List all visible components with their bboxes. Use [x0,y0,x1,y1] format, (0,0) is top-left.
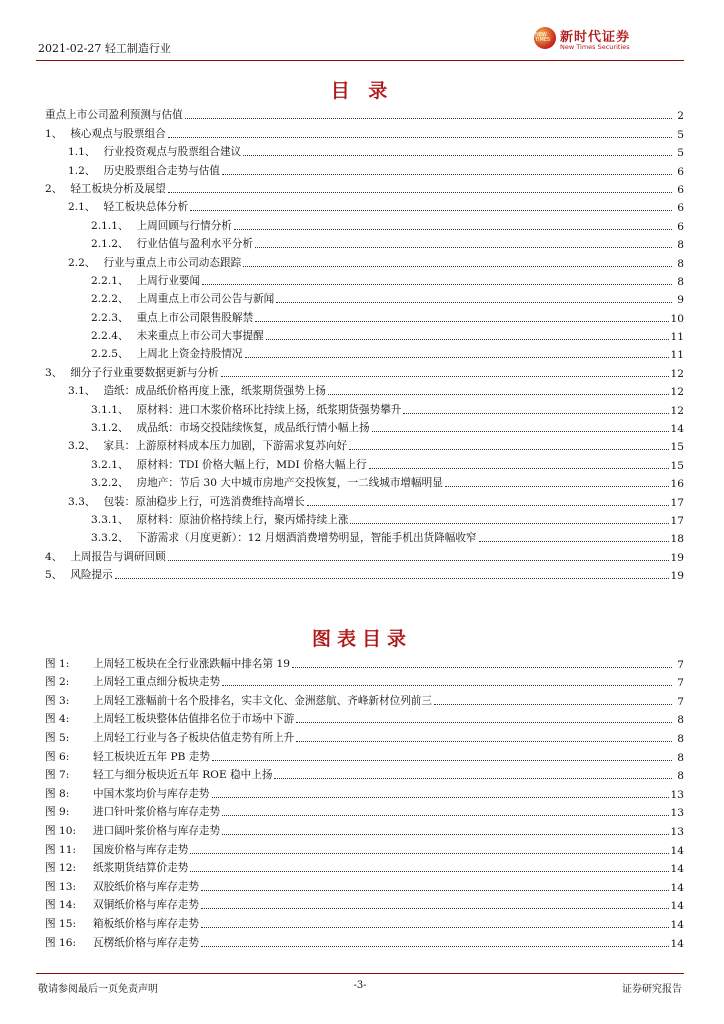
toc-entry[interactable]: 2.1、 轻工板块总体分析 6 [68,201,684,215]
toc-entry[interactable]: 5、 风险提示 19 [45,569,684,583]
toc-entry[interactable]: 3、 细分子行业重要数据更新与分析 12 [45,366,684,380]
footer-report-type: 证券研究报告 [622,984,682,995]
toc-entry[interactable]: 3.2.1、 原材料：TDI 价格大幅上行，MDI 价格大幅上行 15 [91,458,684,472]
table-of-contents [45,104,684,582]
figure-entry[interactable]: 图 3: 上周轻工涨幅前十名个股排名，实丰文化、金洲慈航、齐峰新材位列前三 7 [45,694,684,708]
figure-entry[interactable]: 图 12: 纸浆期货结算价走势 14 [45,862,684,876]
logo-name-en: New Times Securities [560,43,630,51]
logo-mark-icon: NEW TIMES [534,27,556,49]
brand-logo [534,26,684,56]
toc-entry[interactable]: 3.3.2、 下游需求（月度更新）：12 月烟酒消费增势明显，智能手机出货降幅收窄 18 [91,532,684,546]
figure-entry[interactable]: 图 13: 双胶纸价格与库存走势 14 [45,880,684,894]
toc-entry[interactable]: 3.2.2、 房地产：节后 30 大中城市房地产交投恢复，一二线城市增幅明显 16 [91,477,684,491]
figure-entry[interactable]: 图 10: 进口阔叶浆价格与库存走势 13 [45,824,684,838]
footer-disclaimer: 敬请参阅最后一页免责声明 [38,984,158,995]
toc-entry[interactable]: 2.1.2、 行业估值与盈利水平分析 8 [91,238,684,252]
page-header [36,30,684,61]
toc-entry[interactable]: 3.1、 造纸：成品纸价格再度上涨，纸浆期货强势上扬 12 [68,385,684,399]
header-date-sector: 2021-02-27 轻工制造行业 [38,42,171,55]
toc-entry[interactable]: 3.2、 家具：上游原材料成本压力加剧，下游需求复苏向好 15 [68,440,684,454]
toc-entry[interactable]: 1、 核心观点与股票组合 5 [45,127,684,141]
toc-entry[interactable]: 2、 轻工板块分析及展望 6 [45,182,684,196]
toc-entry[interactable]: 3.1.2、 成品纸：市场交投陆续恢复，成品纸行情小幅上扬 14 [91,422,684,436]
figure-list [45,652,684,950]
logo-name-cn: 新时代证券 [560,30,631,45]
toc-entry[interactable]: 1.2、 历史股票组合走势与估值 6 [68,164,684,178]
toc-entry[interactable]: 3.3、 包装：原油稳步上行，可选消费维持高增长 17 [68,495,684,509]
toc-entry[interactable]: 2.2.5、 上周北上资金持股情况 11 [91,348,684,362]
toc-entry[interactable]: 3.3.1、 原材料：原油价格持续上行，聚丙烯持续上涨 17 [91,513,684,527]
figure-entry[interactable]: 图 6: 轻工板块近五年 PB 走势 8 [45,750,684,764]
figure-entry[interactable]: 图 5: 上周轻工行业与各子板块估值走势有所上升 8 [45,731,684,745]
toc-title: 目 录 [330,80,394,102]
figure-entry[interactable]: 图 7: 轻工与细分板块近五年 ROE 稳中上扬 8 [45,769,684,783]
figure-entry[interactable]: 图 11: 国废价格与库存走势 14 [45,843,684,857]
toc-entry[interactable]: 2.2.2、 上周重点上市公司公告与新闻 9 [91,293,684,307]
toc-entry[interactable]: 2.2.1、 上周行业要闻 8 [91,274,684,288]
page-number: -3- [353,980,367,991]
page-footer [36,973,684,996]
toc-entry[interactable]: 3.1.1、 原材料：进口木浆价格环比持续上扬，纸浆期货强势攀升 12 [91,403,684,417]
figure-entry[interactable]: 图 8: 中国木浆均价与库存走势 13 [45,787,684,801]
toc-entry[interactable]: 1.1、 行业投资观点与股票组合建议 5 [68,146,684,160]
toc-entry[interactable]: 重点上市公司盈利预测与估值 2 [45,109,684,123]
figure-list-title: 图表目录 [311,628,412,650]
figure-entry[interactable]: 图 2: 上周轻工重点细分板块走势 7 [45,676,684,690]
toc-entry[interactable]: 2.2、 行业与重点上市公司动态跟踪 8 [68,256,684,270]
figure-entry[interactable]: 图 16: 瓦楞纸价格与库存走势 14 [45,936,684,950]
figure-entry[interactable]: 图 14: 双铜纸价格与库存走势 14 [45,899,684,913]
figure-entry[interactable]: 图 9: 进口针叶浆价格与库存走势 13 [45,806,684,820]
figure-entry[interactable]: 图 1: 上周轻工板块在全行业涨跌幅中排名第 19 7 [45,657,684,671]
toc-entry[interactable]: 4、 上周报告与调研回顾 19 [45,550,684,564]
toc-entry[interactable]: 2.2.4、 未来重点上市公司大事提醒 11 [91,330,684,344]
figure-entry[interactable]: 图 4: 上周轻工板块整体估值排名位于市场中下游 8 [45,713,684,727]
figure-entry[interactable]: 图 15: 箱板纸价格与库存走势 14 [45,917,684,931]
toc-entry[interactable]: 2.2.3、 重点上市公司限售股解禁 10 [91,311,684,325]
toc-entry[interactable]: 2.1.1、 上周回顾与行情分析 6 [91,219,684,233]
